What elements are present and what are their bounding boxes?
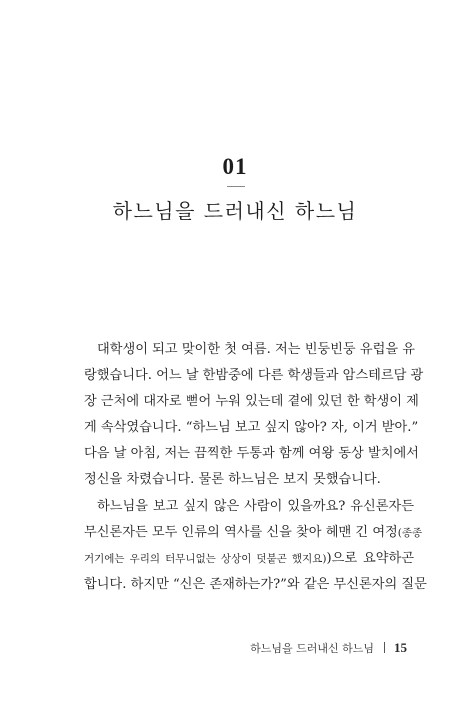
text-line: 대학생이 되고 맞이한 첫 여름. 저는 빈둥빈둥 유럽을 유 [97, 342, 415, 357]
page-footer [250, 640, 407, 657]
text-line: 랑했습니다. 어느 날 한밤중에 다른 학생들과 암스테르담 광 [84, 368, 424, 384]
text-line: 합니다. 하지만 “신은 존재하는가?”와 같은 무신론자의 질문 [84, 576, 427, 592]
small-text: ) [322, 552, 327, 565]
text-line: 장 근처에 대자로 뻗어 누워 있는데 곁에 있던 한 학생이 제 [84, 394, 419, 410]
text-segment: )으로 요약하곤 [326, 550, 414, 566]
chapter-title: 하느님을 드러내신 하느님 [112, 199, 358, 223]
body-text [84, 337, 427, 598]
running-title: 하느님을 드러내신 하느님 [250, 642, 374, 655]
text-line: 정신을 차렸습니다. 물론 하느님은 보지 못했습니다. [84, 472, 381, 488]
text-segment: 무신론자든 모두 인류의 역사를 신을 찾아 헤맨 긴 여정 [84, 524, 398, 540]
chapter-rule [227, 186, 245, 187]
text-line: 게 속삭였습니다. “하느님 보고 싶지 않아? 자, 이거 받아.” [84, 420, 419, 436]
text-line: 다음 날 아침, 저는 끔찍한 두통과 함께 여왕 동상 발치에서 [84, 446, 419, 462]
text-line: 하느님을 보고 싶지 않은 사람이 있을까요? 유신론자든 [97, 498, 414, 514]
small-text: (종종 [397, 526, 423, 539]
footer-separator [384, 642, 385, 653]
text-line [84, 520, 423, 546]
small-text: 거기에는 우리의 터무니없는 상상이 덧붙곤 했지요 [84, 552, 323, 565]
text-line [84, 546, 414, 572]
chapter-number: 01 [222, 154, 248, 179]
page-number: 15 [394, 640, 407, 655]
